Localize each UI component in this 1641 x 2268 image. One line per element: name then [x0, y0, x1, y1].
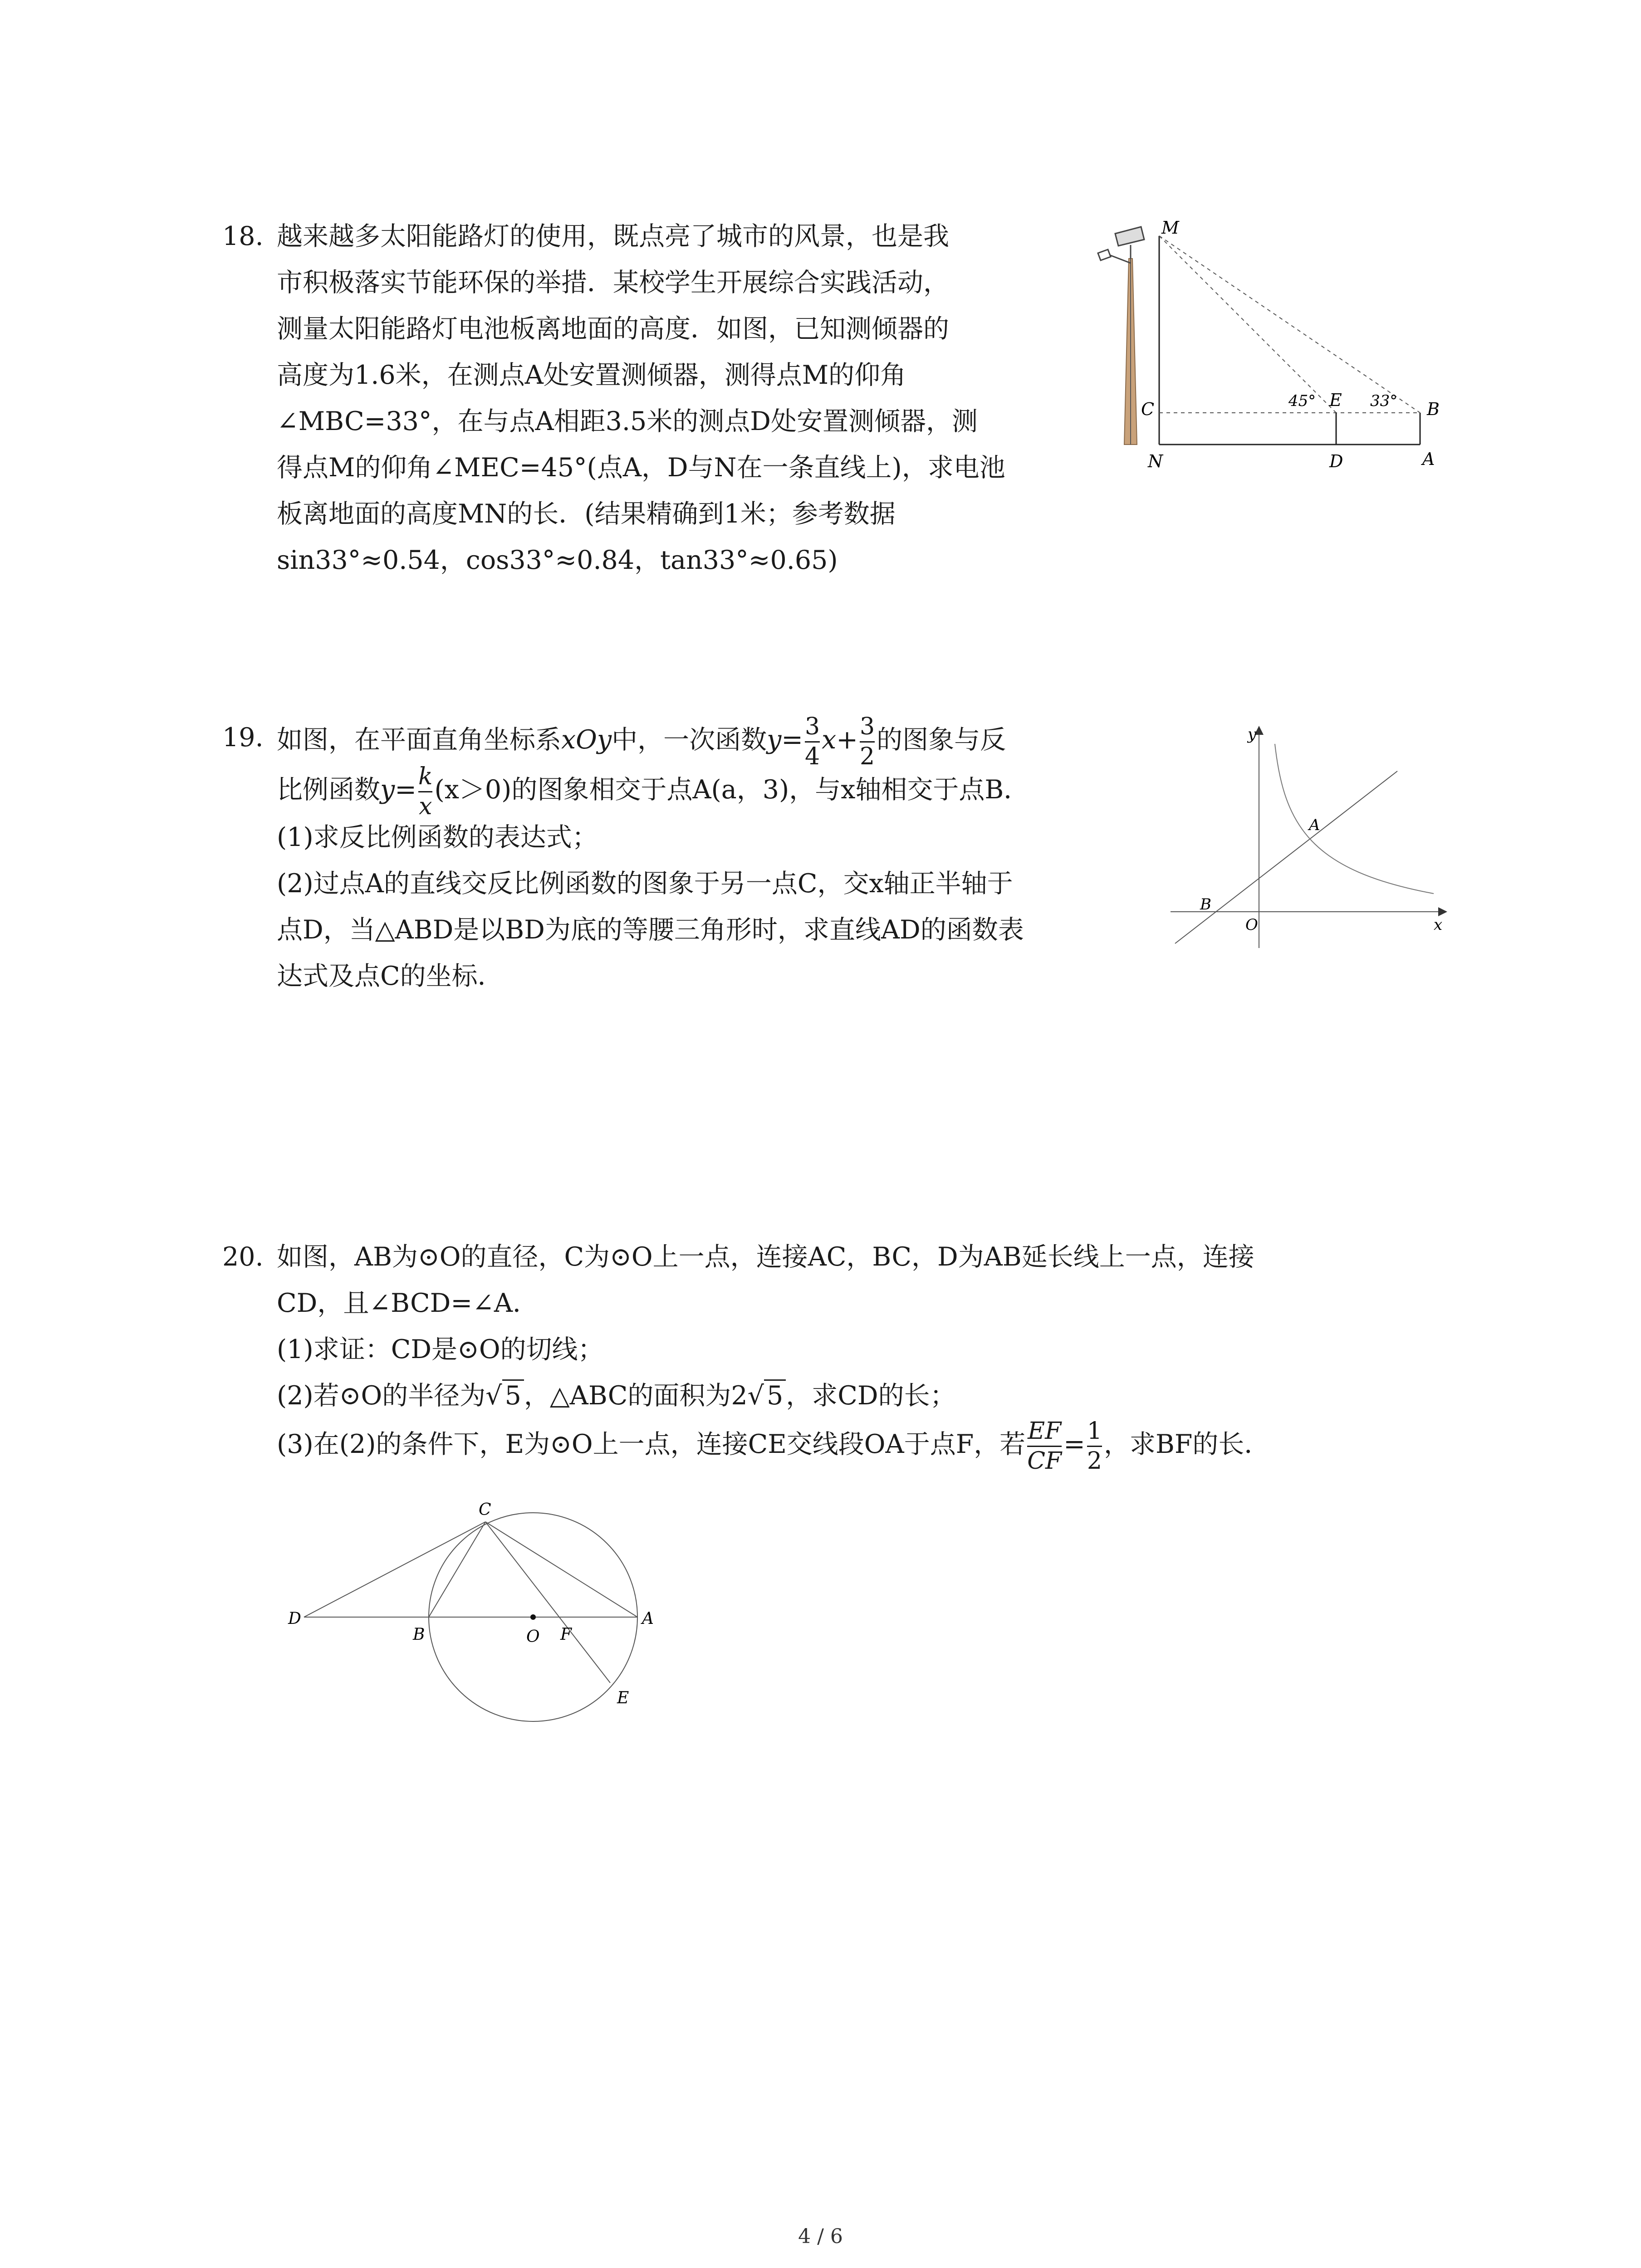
label-M: M — [1161, 218, 1179, 238]
label-D: D — [1329, 451, 1343, 471]
axis-y: y — [1248, 725, 1257, 743]
sqrt: √ 5 — [748, 1373, 786, 1419]
text-line: 高度为1.6米，在测点A处安置测倾器，测得点M的仰角 — [277, 360, 906, 390]
label-E: E — [617, 1689, 629, 1707]
label-B: B — [1200, 895, 1211, 914]
text-line: 得点M的仰角∠MEC=45°(点A，D与N在一条直线上)，求电池 — [277, 453, 1005, 483]
figure-circle — [272, 1492, 681, 1728]
question-20 — [222, 1234, 1447, 1506]
text-line: 越来越多太阳能路灯的使用，既点亮了城市的风景，也是我 — [277, 221, 949, 251]
angle-45: 45° — [1288, 392, 1316, 410]
angle-33: 33° — [1370, 392, 1398, 410]
text-line: ∠MBC=33°，在与点A相距3.5米的测点D处安置测倾器，测 — [277, 406, 978, 436]
figure-function-graph — [1161, 721, 1452, 957]
text-line: 板离地面的高度MN的长．(结果精确到1米；参考数据 — [277, 499, 896, 529]
text-line: (1)求反比例函数的表达式； — [277, 822, 598, 852]
text-line: (2)若⊙O的半径为√ 5 ，△ABC的面积为2√ 5 ，求CD的长； — [277, 1373, 1270, 1419]
question-number: 20. — [222, 1242, 264, 1272]
page-number: 4 / 6 — [798, 2225, 843, 2248]
question-19 — [222, 714, 1175, 1041]
question-number: 18. — [222, 221, 264, 251]
text-line: CD，且∠BCD=∠A． — [277, 1288, 539, 1318]
label-D: D — [288, 1609, 301, 1628]
fraction: $\frac{EF}{CF}$ — [1027, 1418, 1062, 1475]
question-number: 19. — [222, 723, 264, 753]
label-O: O — [1245, 916, 1258, 934]
axis-x: x — [1434, 916, 1443, 934]
text-line: (1)求证：CD是⊙O的切线； — [277, 1334, 604, 1364]
label-F: F — [560, 1625, 572, 1644]
fraction: $\frac{3}{4}$ — [805, 713, 820, 770]
question-text — [277, 1234, 1270, 1473]
fraction: $\frac{k}{x}$ — [418, 763, 433, 820]
question-text — [277, 213, 1005, 583]
text-line: 如图，AB为⊙O的直径，C为⊙O上一点，连接AC，BC，D为AB延长线上一点，连接 — [277, 1242, 1254, 1272]
label-O: O — [526, 1628, 540, 1646]
fraction: $\frac{3}{2}$ — [860, 713, 875, 770]
label-C: C — [1141, 399, 1155, 419]
label-A: A — [1422, 449, 1435, 469]
label-B: B — [1427, 399, 1440, 419]
label-E: E — [1329, 390, 1342, 410]
sqrt: √ 5 — [485, 1373, 524, 1419]
text-line: 如图，在平面直角坐标系xOy中，一次函数y= $\frac{3}{4}$ x+ $\frac{3}{2}$ 的图象与反 — [277, 713, 1006, 770]
question-18 — [222, 213, 1130, 585]
label-A: A — [642, 1609, 654, 1628]
label-N: N — [1148, 451, 1163, 471]
text-line: 点D，当△ABD是以BD为底的等腰三角形时，求直线AD的函数表 — [277, 915, 1024, 945]
label-B: B — [413, 1625, 425, 1644]
text-line: 达式及点C的坐标． — [277, 961, 504, 991]
text-line: (2)过点A的直线交反比例函数的图象于另一点C，交x轴正半轴于 — [277, 869, 1013, 899]
fraction: $\frac{1}{2}$ — [1087, 1418, 1102, 1475]
question-text — [277, 714, 1029, 999]
text-line: 测量太阳能路灯电池板离地面的高度．如图，已知测倾器的 — [277, 314, 949, 344]
text-line: (3)在(2)的条件下，E为⊙O上一点，连接CE交线段OA于点F，若 $\frac{EF}{CF}$ = $\frac{1}{2}$ ，求BF的长． — [277, 1418, 1270, 1475]
figure-streetlight — [1089, 213, 1461, 476]
text-line: sin33°≈0.54，cos33°≈0.84，tan33°≈0.65) — [277, 545, 838, 575]
solar-panel — [1115, 227, 1144, 246]
label-C: C — [479, 1501, 491, 1519]
text-line: 市积极落实节能环保的举措．某校学生开展综合实践活动， — [277, 268, 949, 298]
text-line: 比例函数y= $\frac{k}{x}$ (x＞0)的图象相交于点A(a，3)，与x轴相交于点B． — [277, 763, 1030, 820]
label-A: A — [1309, 816, 1320, 834]
